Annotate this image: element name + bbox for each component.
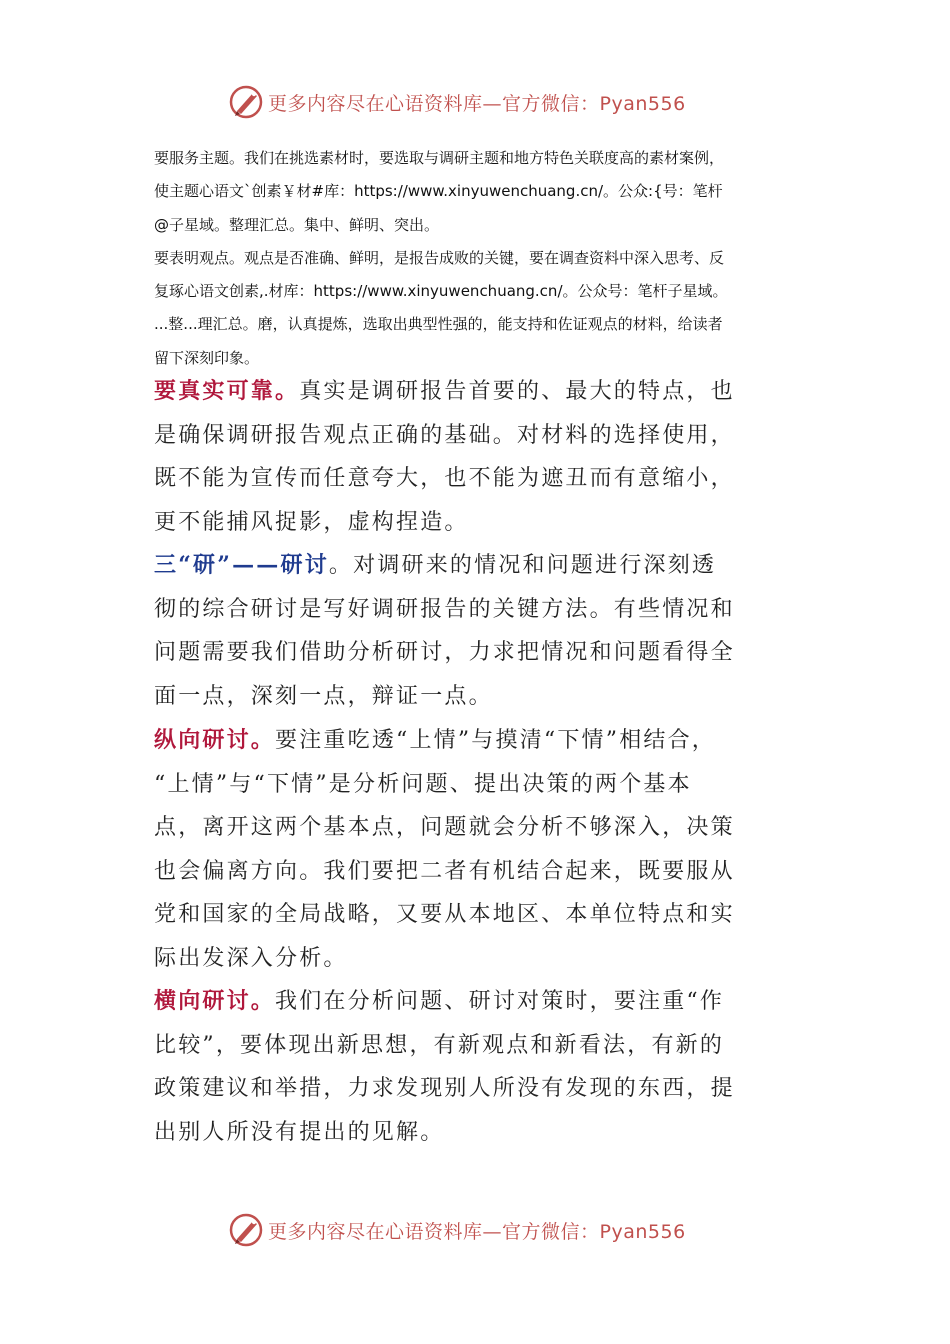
section-line: 也会偏离方向。我们要把二者有机结合起来，既要服从 [154,858,735,884]
section-first-line: 纵向研讨。要注重吃透“上情”与摸清“下情”相结合， [154,727,717,753]
section-heading: 要真实可靠。 [154,378,300,404]
banner-text: 更多内容尽在心语资料库—官方微信：Pyan556 [268,1220,686,1243]
section-first-line: 横向研讨。我们在分析问题、研讨对策时，要注重“作 [154,988,725,1014]
pen-logo-icon [228,84,264,120]
section-discussion [154,544,794,718]
small-text-block [154,142,804,375]
section-authentic [154,370,794,544]
small-line: 使主题心语文`创素￥材#库：https://www.xinyuwenchuang.cn/。公众:{号：笔杆 [154,182,723,201]
section-line: “上情”与“下情”是分析问题、提出决策的两个基本 [154,771,692,797]
footer-banner [228,1210,748,1250]
section-heading: 纵向研讨。 [154,727,276,753]
small-line: 要表明观点。观点是否准确、鲜明，是报告成败的关键，要在调查资料中深入思考、反 [154,248,725,267]
section-line: 出别人所没有提出的见解。 [154,1119,445,1145]
section-first-line: 三“研”——研讨。对调研来的情况和问题进行深刻透 [154,552,717,578]
section-line: 面一点，深刻一点，辩证一点。 [154,683,493,709]
section-line: 际出发深入分析。 [154,945,348,971]
section-line: 比较”，要体现出新思想，有新观点和新看法，有新的 [154,1032,725,1058]
section-vertical [154,719,794,980]
small-line: 复琢心语文创素,.材库：https://www.xinyuwenchuang.cn/。公众号：笔杆子星域。 [154,282,728,301]
small-line: 留下深刻印象。 [154,348,260,367]
section-heading: 三“研”——研讨 [154,552,329,578]
section-line: 问题需要我们借助分析研讨，力求把情况和问题看得全 [154,640,735,665]
section-line: 政策建议和举措，力求发现别人所没有发现的东西，提 [154,1076,735,1101]
section-line: 彻的综合研讨是写好调研报告的关键方法。有些情况和 [154,596,735,622]
section-line: 党和国家的全局战略，又要从本地区、本单位特点和实 [154,902,735,927]
section-line: 点，离开这两个基本点，问题就会分析不够深入，决策 [154,815,735,840]
pen-logo-icon [228,1212,264,1248]
section-horizontal [154,980,794,1154]
header-banner [228,82,748,122]
small-line: @子星域。整理汇总。集中、鲜明、突出。 [154,215,440,234]
section-first-line: 要真实可靠。真实是调研报告首要的、最大的特点，也 [154,378,735,404]
small-line: 要服务主题。我们在挑选素材时，要选取与调研主题和地方特色关联度高的素材案例， [154,149,725,167]
wechat-id: Pyan556 [599,1220,686,1243]
section-line: 更不能捕风捉影，虚构捏造。 [154,509,469,535]
section-heading: 横向研讨。 [154,988,276,1014]
wechat-id: Pyan556 [599,92,686,115]
small-line: ...整...理汇总。磨，认真提炼，选取出典型性强的，能支持和佐证观点的材料，给读者 [154,315,723,334]
banner-text: 更多内容尽在心语资料库—官方微信：Pyan556 [268,92,686,115]
section-line: 是确保调研报告观点正确的基础。对材料的选择使用， [154,422,735,448]
section-line: 既不能为宣传而任意夸大，也不能为遮丑而有意缩小， [154,466,735,491]
